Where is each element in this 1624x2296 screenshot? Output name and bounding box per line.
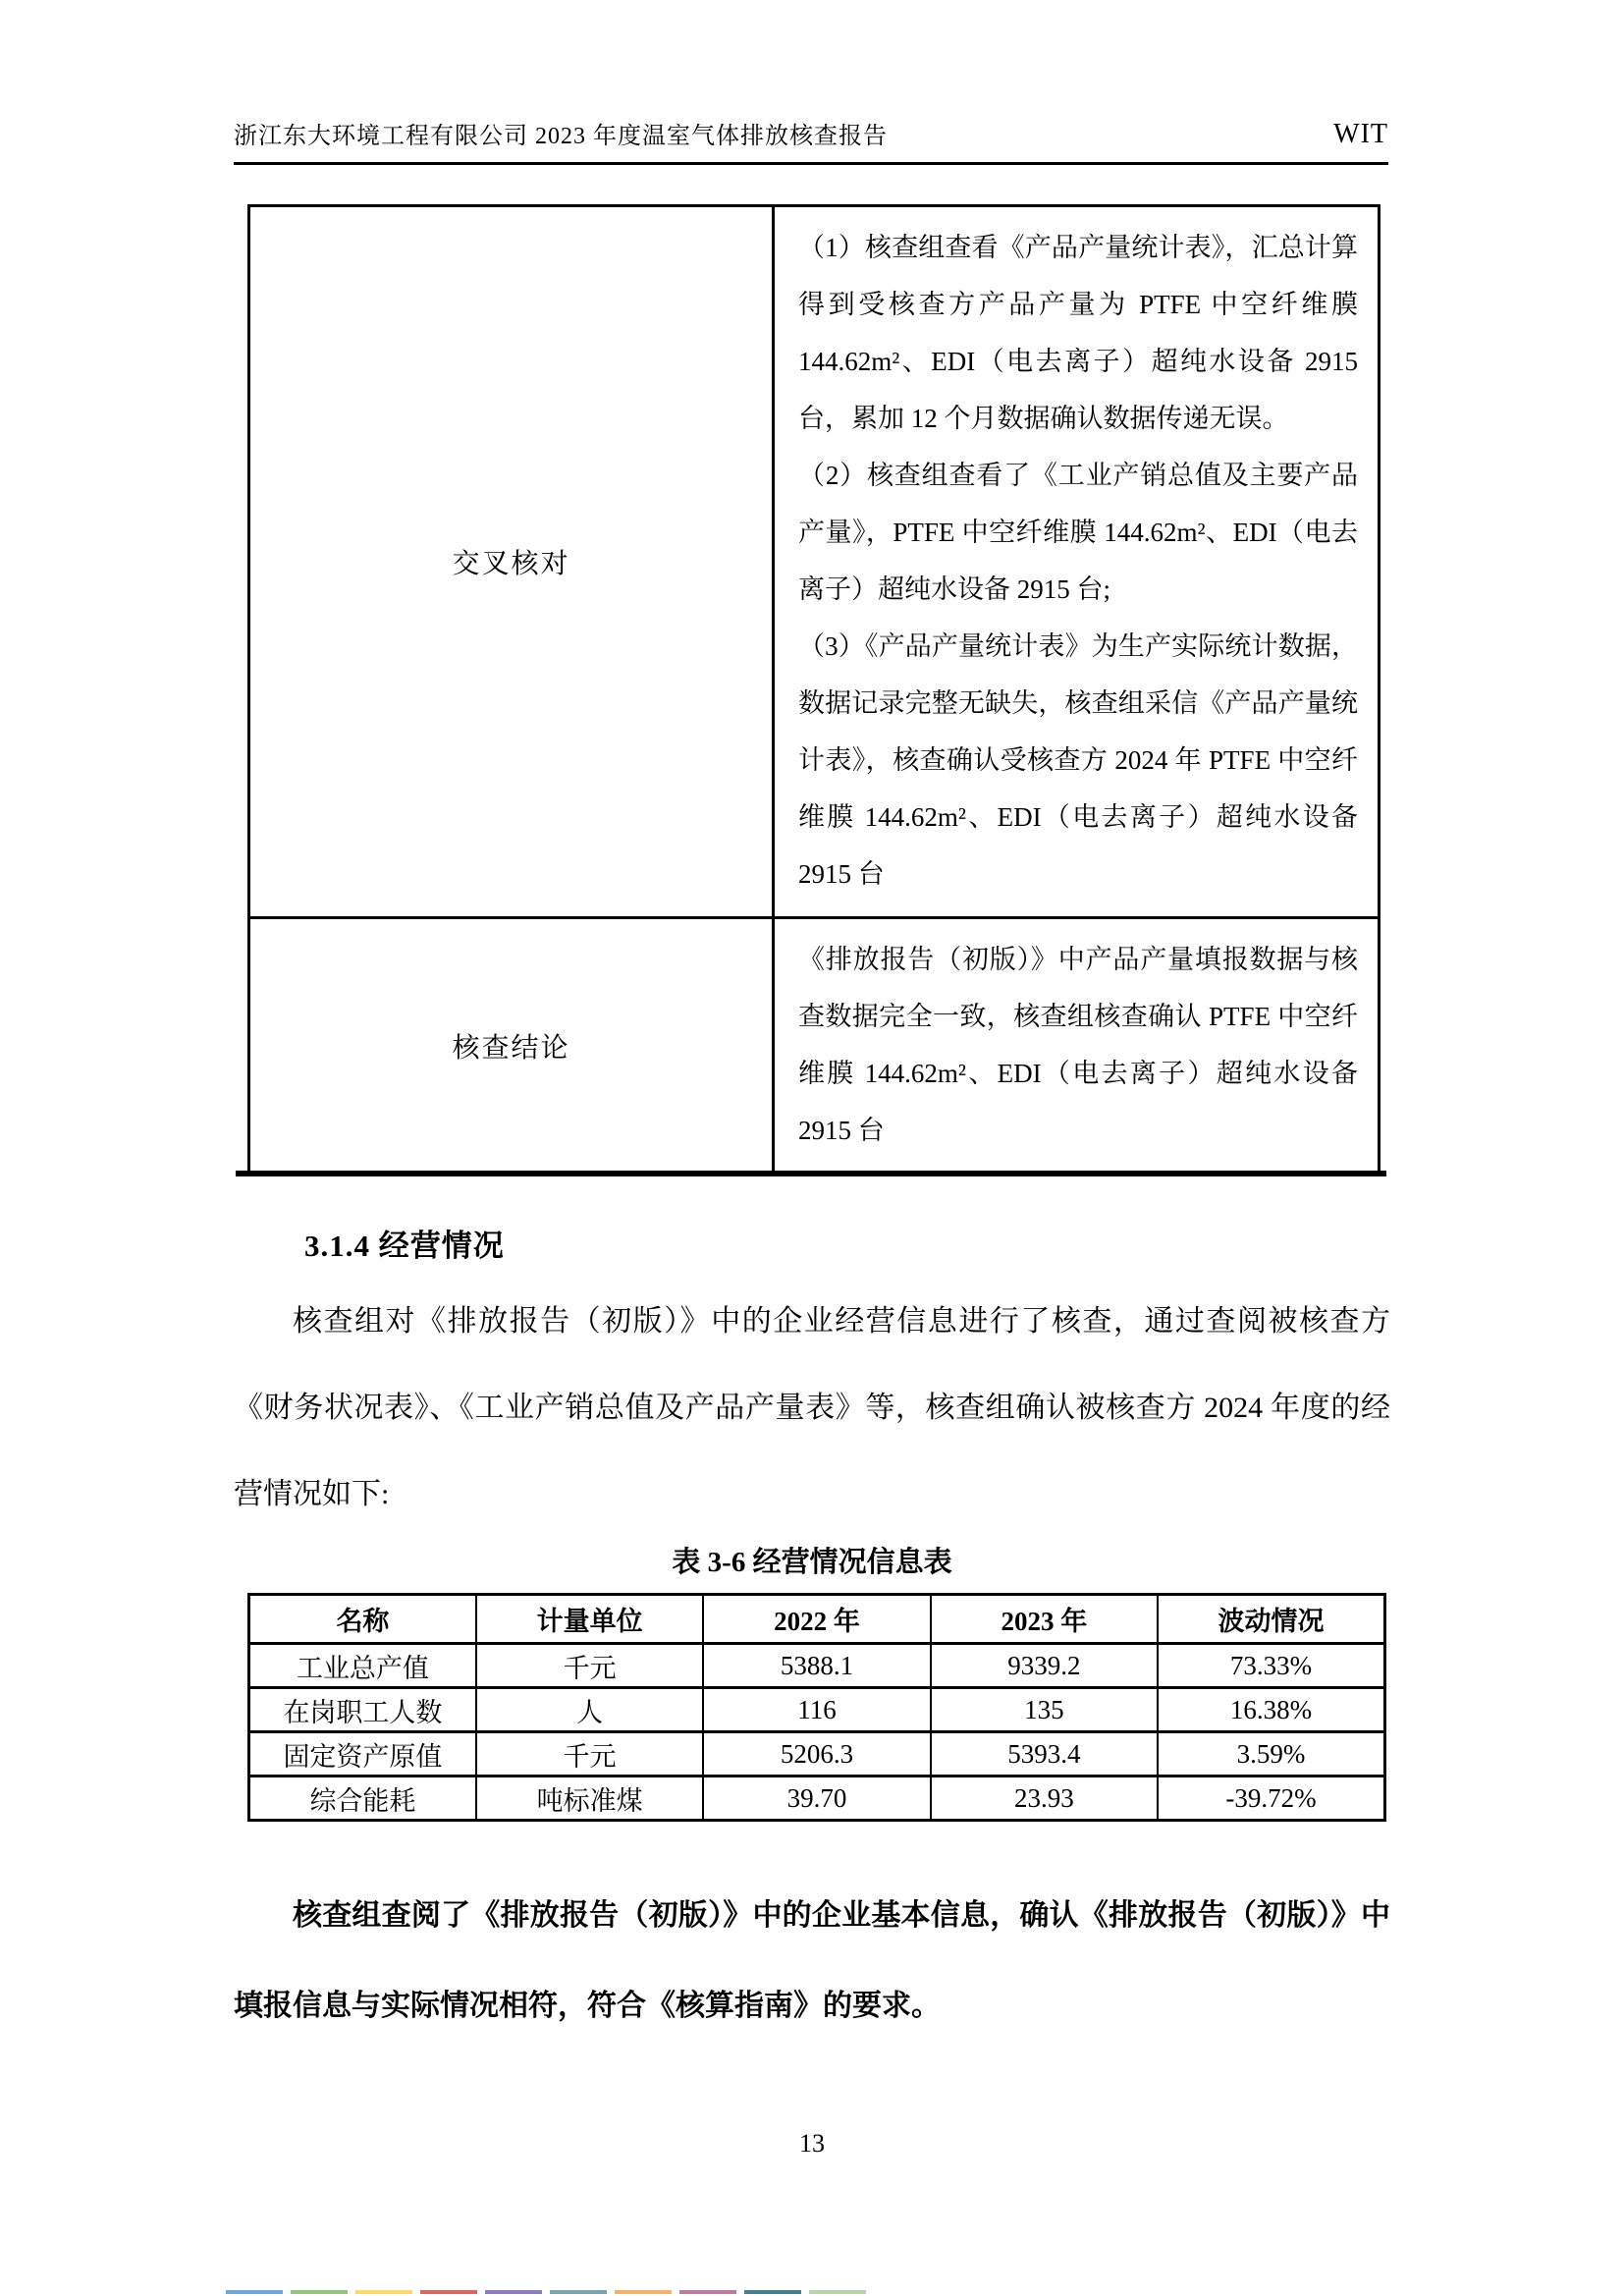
- scan-artifact-segment: [226, 2290, 283, 2294]
- section-divider-rule: [236, 1171, 1386, 1176]
- cell-fluctuation: 16.38%: [1158, 1688, 1384, 1732]
- column-header: 2022 年: [703, 1595, 930, 1644]
- cell-2023: 135: [931, 1688, 1158, 1732]
- cell-2022: 39.70: [703, 1777, 930, 1821]
- scan-artifact-segment: [291, 2290, 348, 2294]
- verification-table: [247, 204, 1380, 1175]
- table-row: [249, 1732, 1385, 1777]
- scan-artifact-segment: [485, 2290, 542, 2294]
- cross-check-paragraph: （2）核查组查看了《工业产销总值及主要产品产量》，PTFE 中空纤维膜 144.62m²、EDI（电去离子）超纯水设备 2915 台;: [798, 461, 1358, 604]
- cell-fluctuation: -39.72%: [1158, 1777, 1384, 1821]
- cell-2023: 23.93: [931, 1777, 1158, 1821]
- cross-check-paragraph: （3）《产品产量统计表》为生产实际统计数据，数据记录完整无缺失，核查组采信《产品产量统计表》，核查确认受核查方 2024 年 PTFE 中空纤维膜 144.62m²、EDI（电去离子）超纯水设备 2915 台: [798, 631, 1358, 889]
- page-number: 13: [799, 2129, 825, 2158]
- cross-check-label-cell: 交叉核对: [250, 207, 775, 916]
- scan-artifact-segment: [744, 2290, 801, 2294]
- table-3-6: [247, 1593, 1386, 1822]
- cell-2023: 9339.2: [931, 1644, 1158, 1688]
- scan-artifact-segment: [355, 2290, 412, 2294]
- column-header: 2023 年: [931, 1595, 1158, 1644]
- section-heading: 3.1.4 经营情况: [304, 1229, 505, 1263]
- header-logo-text: WIT: [1333, 119, 1388, 149]
- cell-2023: 5393.4: [931, 1732, 1158, 1777]
- cell-unit: 人: [476, 1688, 703, 1732]
- table-row: [249, 1777, 1385, 1821]
- cell-unit: 千元: [476, 1732, 703, 1777]
- table-body: [249, 1644, 1385, 1821]
- cell-unit: 吨标准煤: [476, 1777, 703, 1821]
- scan-artifact-strip: [226, 2290, 866, 2294]
- section-paragraph: 核查组对《排放报告（初版）》中的企业经营信息进行了核查，通过查阅被核查方《财务状况表》、《工业产销总值及产品产量表》等，核查组确认被核查方 2024 年度的经营情况如下:: [234, 1305, 1390, 1510]
- cell-2022: 5206.3: [703, 1732, 930, 1777]
- conclusion-content-cell: [775, 919, 1378, 1173]
- cell-fluctuation: 3.59%: [1158, 1732, 1384, 1777]
- scan-artifact-segment: [550, 2290, 607, 2294]
- table-row: [249, 1644, 1385, 1688]
- cell-name: 在岗职工人数: [249, 1688, 476, 1732]
- column-header: 名称: [249, 1595, 476, 1644]
- cell-name: 工业总产值: [249, 1644, 476, 1688]
- cell-name: 综合能耗: [249, 1777, 476, 1821]
- cross-check-content-cell: [775, 207, 1378, 916]
- conclusion-label-cell: 核查结论: [250, 919, 775, 1173]
- cell-2022: 116: [703, 1688, 930, 1732]
- table-row: [250, 207, 1378, 916]
- scan-artifact-segment: [809, 2290, 866, 2294]
- cell-name: 固定资产原值: [249, 1732, 476, 1777]
- scan-artifact-segment: [679, 2290, 736, 2294]
- table-row: [250, 916, 1378, 1173]
- conclusion-paragraph: 《排放报告（初版）》中产品产量填报数据与核查数据完全一致，核查组核查确认 PTFE 中空纤维膜 144.62m²、EDI（电去离子）超纯水设备 2915 台: [798, 945, 1358, 1145]
- table-row: [249, 1688, 1385, 1732]
- scan-artifact-segment: [615, 2290, 672, 2294]
- column-header: 计量单位: [476, 1595, 703, 1644]
- cell-fluctuation: 73.33%: [1158, 1644, 1384, 1688]
- scan-artifact-segment: [420, 2290, 477, 2294]
- page-header: [234, 116, 1388, 165]
- table-header-row: [249, 1595, 1385, 1644]
- cell-unit: 千元: [476, 1644, 703, 1688]
- cell-2022: 5388.1: [703, 1644, 930, 1688]
- column-header: 波动情况: [1158, 1595, 1384, 1644]
- cross-check-paragraph: （1）核查组查看《产品产量统计表》，汇总计算得到受核查方产品产量为 PTFE 中空纤维膜 144.62m²、EDI（电去离子）超纯水设备 2915 台，累加 12 个月数据确认数据传递无误。: [798, 233, 1358, 433]
- closing-paragraph: 核查组查阅了《排放报告（初版）》中的企业基本信息，确认《排放报告（初版）》中填报信息与实际情况相符，符合《核算指南》的要求。: [234, 1899, 1390, 2022]
- header-report-title: 浙江东大环境工程有限公司 2023 年度温室气体排放核查报告: [234, 124, 888, 149]
- table-3-6-caption: 表 3-6 经营情况信息表: [672, 1547, 952, 1578]
